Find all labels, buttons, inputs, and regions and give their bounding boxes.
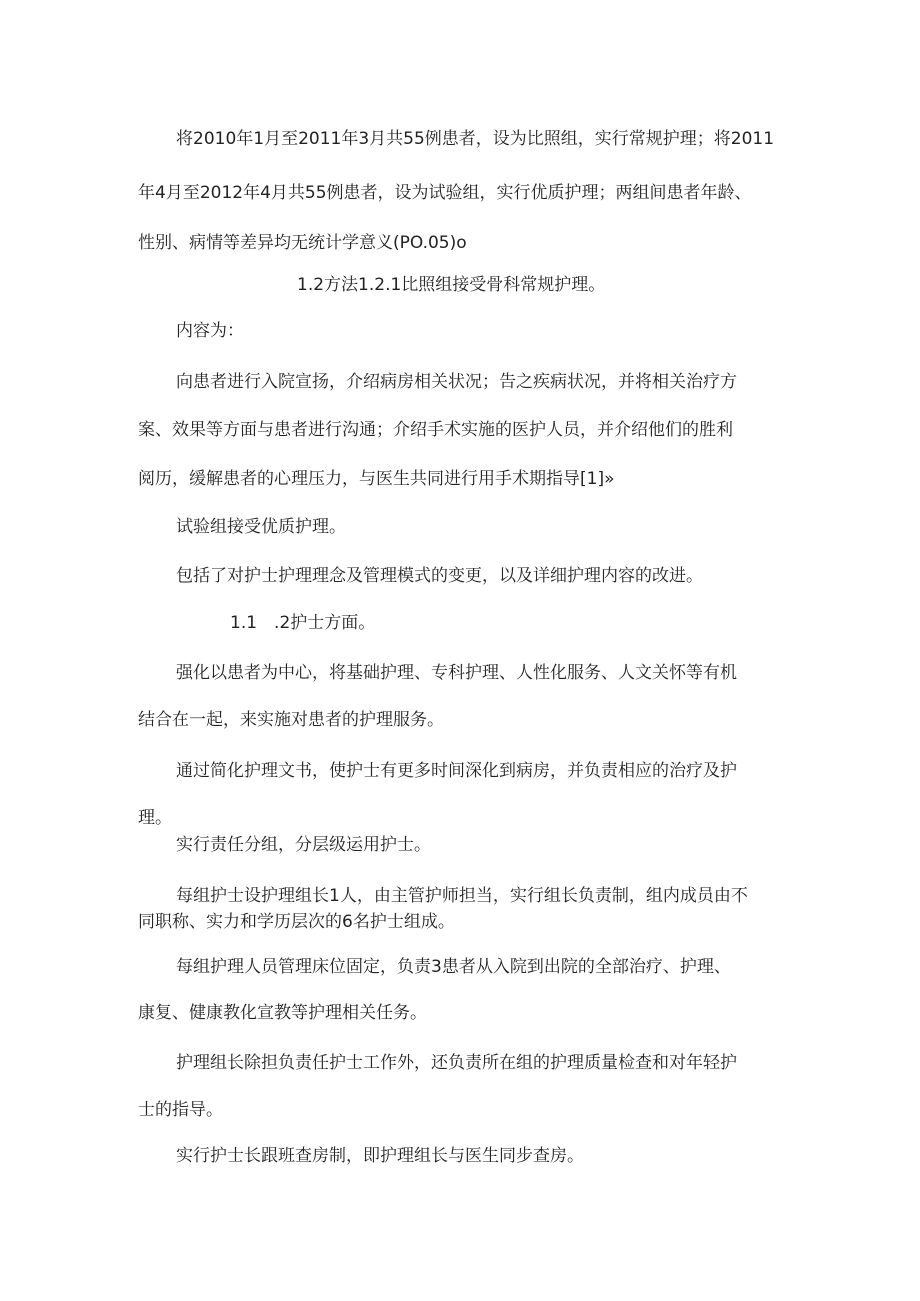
text-line: 试验组接受优质护理。 bbox=[176, 517, 346, 537]
text-line: 强化以患者为中心，将基础护理、专科护理、人性化服务、人文关怀等有机 bbox=[176, 663, 737, 683]
text-line: 阅历，缓解患者的心理压力，与医生共同进行用手术期指导[1]» bbox=[138, 469, 615, 489]
text-line: 同职称、实力和学历层次的6名护士组成。 bbox=[138, 912, 455, 932]
text-line: 1.1 .2护士方面。 bbox=[230, 613, 376, 633]
text-line: 内容为： bbox=[176, 321, 244, 341]
text-line: 包括了对护士护理理念及管理模式的变更，以及详细护理内容的改进。 bbox=[176, 566, 703, 586]
text-line: 结合在一起，来实施对患者的护理服务。 bbox=[138, 710, 444, 730]
text-line: 将2010年1月至2011年3月共55例患者，设为比照组，实行常规护理；将2011 bbox=[176, 129, 775, 149]
text-line: 士的指导。 bbox=[138, 1100, 223, 1120]
text-line: 年4月至2012年4月共55例患者，设为试验组，实行优质护理；两组间患者年龄、 bbox=[138, 183, 752, 203]
text-line: 案、效果等方面与患者进行沟通；介绍手术实施的医护人员，并介绍他们的胜利 bbox=[138, 420, 733, 440]
text-line: 通过简化护理文书，使护士有更多时间深化到病房，并负责相应的治疗及护 bbox=[176, 761, 737, 781]
text-line: 每组护理人员管理床位固定，负责3患者从入院到出院的全部治疗、护理、 bbox=[176, 957, 731, 977]
text-line: 性别、病情等差异均无统计学意义(PO.05)o bbox=[138, 233, 467, 253]
text-line: 护理组长除担负责任护士工作外，还负责所在组的护理质量检查和对年轻护 bbox=[176, 1053, 737, 1073]
text-line: 实行责任分组，分层级运用护士。 bbox=[176, 835, 431, 855]
text-line: 向患者进行入院宣扬，介绍病房相关状况；告之疾病状况，并将相关治疗方 bbox=[176, 372, 737, 392]
text-line: 实行护士长跟班查房制，即护理组长与医生同步查房。 bbox=[176, 1146, 584, 1166]
text-line: 1.2方法1.2.1比照组接受骨科常规护理。 bbox=[297, 275, 606, 295]
text-line: 每组护士设护理组长1人，由主管护师担当，实行组长负责制，组内成员由不 bbox=[176, 886, 748, 906]
text-line: 理。 bbox=[138, 808, 172, 828]
text-line: 康复、健康教化宣教等护理相关任务。 bbox=[138, 1003, 427, 1023]
